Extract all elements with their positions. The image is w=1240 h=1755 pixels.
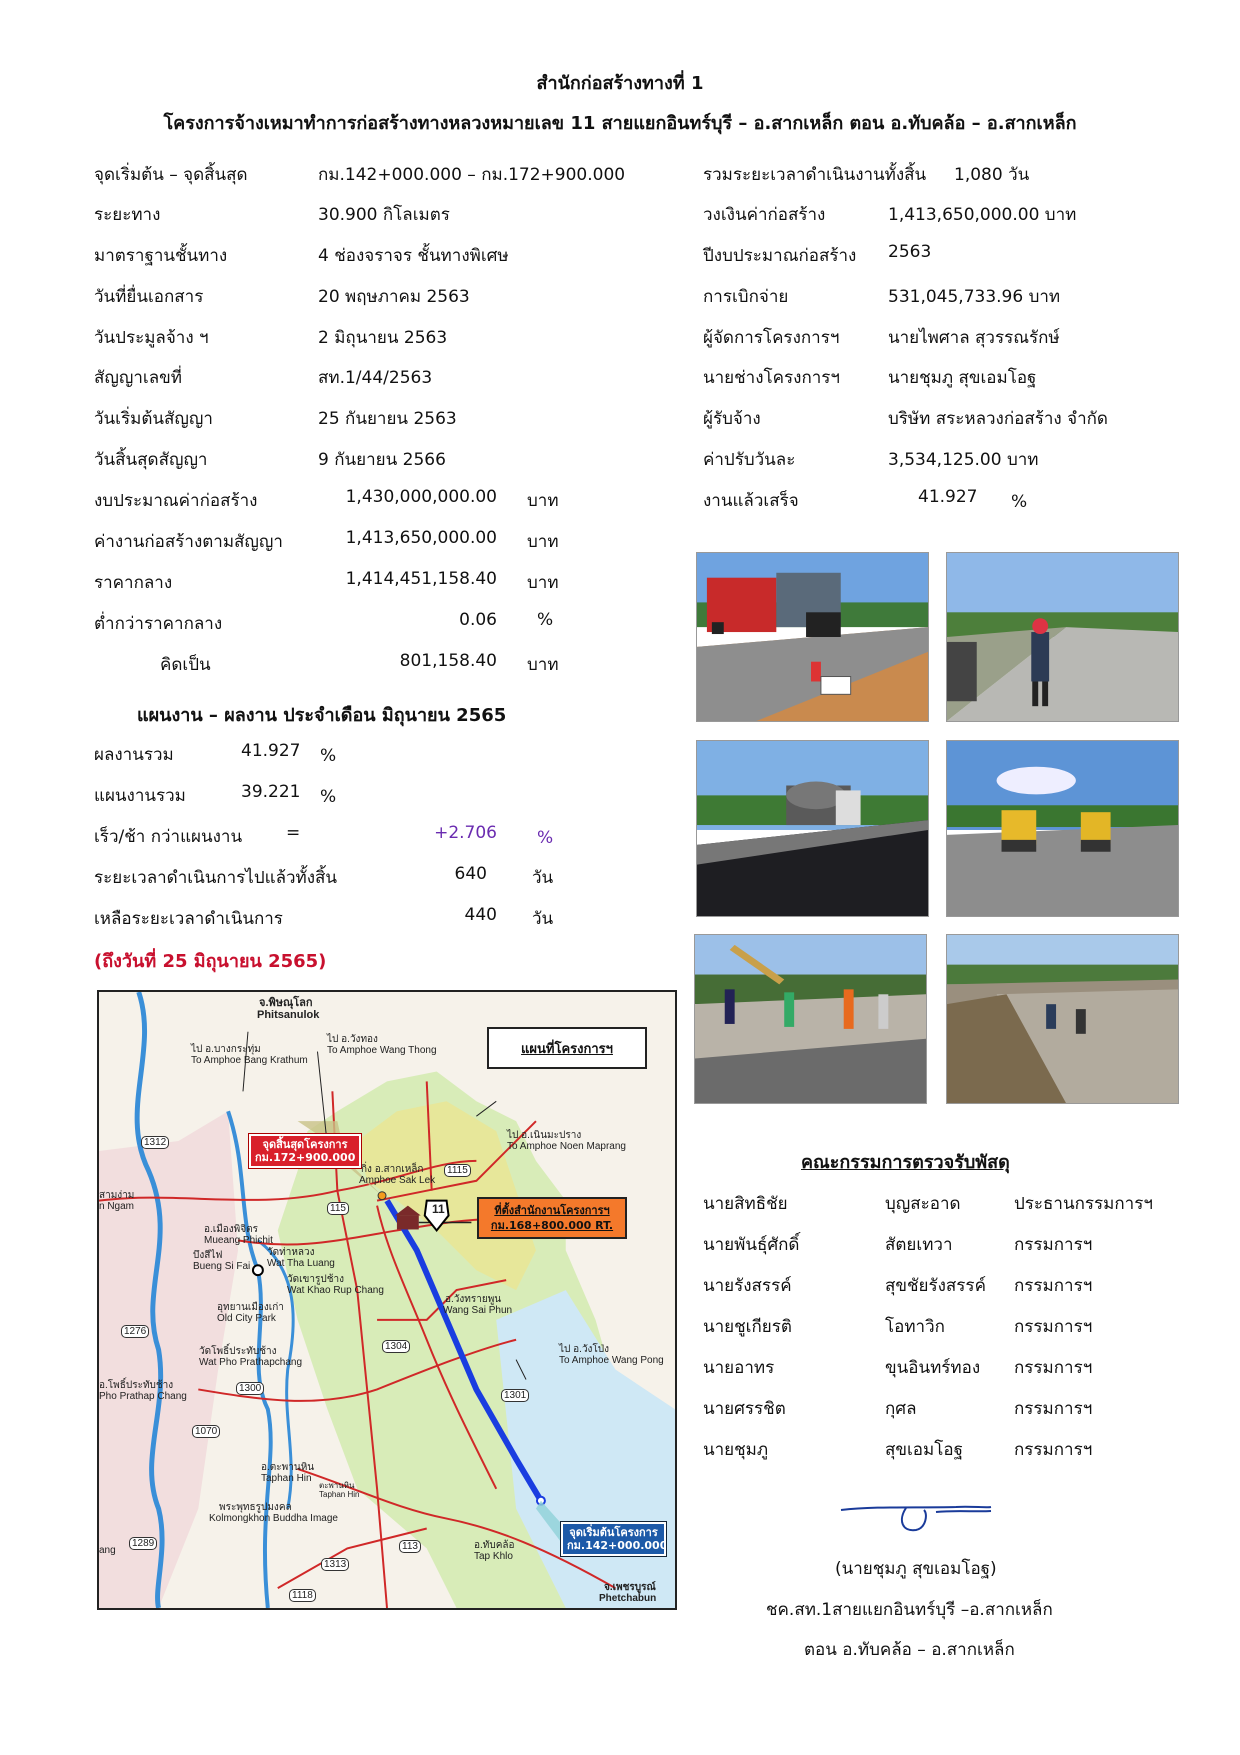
map-label: อ.เมืองพิจิตร xyxy=(204,1224,258,1235)
map-label: To Amphoe Wang Thong xyxy=(327,1045,437,1056)
info-value: นายไพศาล สุวรรณรักษ์ xyxy=(888,328,1060,348)
progress-title: แผนงาน – ผลงาน ประจำเดือน มิถุนายน 2565 xyxy=(137,705,507,726)
elapsed-value: 640 xyxy=(454,864,487,884)
map-office-box xyxy=(477,1197,627,1239)
member-role: กรรมการฯ xyxy=(1014,1358,1093,1378)
member-last-name: สัตยเทวา xyxy=(885,1235,953,1255)
info-label: ระยะทาง xyxy=(94,205,161,225)
member-last-name: บุญสะอาด xyxy=(885,1194,961,1214)
info-label: นายช่างโครงการฯ xyxy=(703,368,840,388)
info-value: 1,080 วัน xyxy=(954,165,1030,185)
route-marker: 1300 xyxy=(236,1382,264,1395)
info-value: 9 กันยายน 2566 xyxy=(318,450,446,470)
map-label: Old City Park xyxy=(217,1313,276,1324)
plan-unit: % xyxy=(320,787,337,807)
map-label: Pho Prathap Chang xyxy=(99,1391,187,1402)
member-last-name: สุขเอมโอฐ xyxy=(885,1440,963,1460)
map-label: Kolmongkhon Buddha Image xyxy=(209,1513,338,1524)
map-label: To Amphoe Bang Krathum xyxy=(191,1055,308,1066)
map-label: ไป อ.เนินมะปราง xyxy=(507,1130,582,1141)
map-label: จ.พิษณุโลก xyxy=(259,997,313,1009)
result-label: ผลงานรวม xyxy=(94,745,174,765)
project-title: โครงการจ้างเหมาทำการก่อสร้างทางหลวงหมายเลข 11 สายแยกอินทร์บุรี – อ.สากเหล็ก ตอน อ.ทับคล้อ – อ.สากเหล็ก xyxy=(163,113,1077,134)
info-label: วันที่ยื่นเอกสาร xyxy=(94,287,204,307)
member-last-name: ขุนอินทร์ทอง xyxy=(885,1358,981,1378)
member-first-name: นายศรรชิต xyxy=(703,1399,786,1419)
map-label: ไป อ.วังทอง xyxy=(327,1034,378,1045)
remain-value: 440 xyxy=(464,905,497,925)
office-box-line1: ที่ตั้งสำนักงานโครงการฯ xyxy=(494,1204,610,1217)
member-first-name: นายชูเกียรติ xyxy=(703,1317,792,1337)
plan-label: แผนงานรวม xyxy=(94,786,186,806)
member-last-name: สุขชัยรังสรรค์ xyxy=(885,1276,986,1296)
info-value: 4 ช่องจราจร ชั้นทางพิเศษ xyxy=(318,246,509,266)
route-marker: 1304 xyxy=(382,1340,410,1353)
member-role: กรรมการฯ xyxy=(1014,1276,1093,1296)
member-role: กรรมการฯ xyxy=(1014,1440,1093,1460)
info-label: วงเงินค่าก่อสร้าง xyxy=(703,205,826,225)
budget-label: ต่ำกว่าราคากลาง xyxy=(94,614,223,634)
map-label: วัดโพธิ์ประทับช้าง xyxy=(199,1346,277,1357)
info-label: วันสิ้นสุดสัญญา xyxy=(94,450,208,470)
info-value: 1,413,650,000.00 บาท xyxy=(888,205,1077,225)
committee-title: คณะกรรมการตรวจรับพัสดุ xyxy=(801,1152,1010,1173)
site-photo-concrete xyxy=(694,934,927,1104)
info-value: 3,534,125.00 บาท xyxy=(888,450,1039,470)
remain-unit: วัน xyxy=(532,909,554,929)
map-label: Wat Pho Prathapchang xyxy=(199,1357,303,1368)
map-label: Mueang Phichit xyxy=(204,1235,273,1246)
as-of-date: (ถึงวันที่ 25 มิถุนายน 2565) xyxy=(94,951,327,972)
member-last-name: กุศล xyxy=(885,1399,917,1419)
map-label: กิ่ง อ.สากเหล็ก xyxy=(361,1164,424,1175)
info-value: 2563 xyxy=(888,242,932,262)
map-label: Bueng Si Fai xyxy=(193,1261,251,1272)
member-last-name: โอทาวิก xyxy=(885,1317,945,1337)
completed-value: 41.927 xyxy=(918,487,978,507)
plan-value: 39.221 xyxy=(241,782,301,802)
budget-unit: บาท xyxy=(527,655,559,675)
budget-value: 0.06 xyxy=(459,610,497,630)
info-label: ค่าปรับวันละ xyxy=(703,450,796,470)
office-box-line2: กม.168+800.000 RT. xyxy=(490,1219,614,1232)
signer-section: ตอน อ.ทับคล้อ – อ.สากเหล็ก xyxy=(804,1640,1015,1660)
start-box-line1: จุดเริ่มต้นโครงการ xyxy=(569,1526,658,1539)
info-value: 20 พฤษภาคม 2563 xyxy=(318,287,470,307)
map-label: จ.เพชรบูรณ์ xyxy=(604,1582,656,1593)
route-marker: 11 xyxy=(432,1202,445,1216)
map-label: Taphan Hin xyxy=(319,1490,360,1499)
member-first-name: นายอาทร xyxy=(703,1358,775,1378)
route-marker: 1301 xyxy=(501,1389,529,1402)
map-label: Taphan Hin xyxy=(261,1473,312,1484)
budget-unit: บาท xyxy=(527,491,559,511)
map-base xyxy=(99,992,675,1608)
signer-name: (นายชุมภู สุขเอมโอฐ) xyxy=(835,1559,997,1579)
budget-value: 1,430,000,000.00 xyxy=(345,487,497,507)
info-label: รวมระยะเวลาดำเนินงานทั้งสิ้น xyxy=(703,165,927,185)
map-label: Wang Sai Phun xyxy=(443,1305,513,1316)
map-label: วัดเขารูปช้าง xyxy=(287,1274,344,1285)
elapsed-label: ระยะเวลาดำเนินการไปแล้วทั้งสิ้น xyxy=(94,868,338,888)
diff-unit: % xyxy=(537,828,554,848)
budget-value: 1,414,451,158.40 xyxy=(345,569,497,589)
route-marker: 115 xyxy=(327,1202,349,1215)
signature-mark xyxy=(836,1500,996,1540)
end-box-line1: จุดสิ้นสุดโครงการ xyxy=(262,1138,348,1151)
elapsed-unit: วัน xyxy=(532,868,554,888)
map-label: สามง่าม xyxy=(99,1190,135,1201)
info-label: วันเริ่มต้นสัญญา xyxy=(94,409,213,429)
route-marker: 1313 xyxy=(321,1558,349,1571)
info-label: การเบิกจ่าย xyxy=(703,287,789,307)
route-marker: 1115 xyxy=(444,1164,471,1177)
diff-label: เร็ว/ช้า กว่าแผนงาน xyxy=(94,827,243,847)
map-label: อ.วังทรายพูน xyxy=(445,1294,502,1305)
route-marker: 1070 xyxy=(192,1425,220,1438)
info-value: สท.1/44/2563 xyxy=(318,368,433,388)
map-label: ang xyxy=(99,1545,116,1556)
diff-eq: = xyxy=(286,823,301,843)
map-label: Tap Khlo xyxy=(474,1551,513,1562)
diff-value: +2.706 xyxy=(434,823,497,843)
info-value: กม.142+000.000 – กม.172+900.000 xyxy=(318,165,626,185)
budget-unit: % xyxy=(537,610,554,630)
map-label: Phitsanulok xyxy=(257,1009,320,1021)
map-label: อ.โพธิ์ประทับช้าง xyxy=(99,1380,174,1391)
map-label: Wat Tha Luang xyxy=(267,1258,335,1269)
map-label: n Ngam xyxy=(99,1201,135,1212)
map-label: ไป อ.บางกระทุ่ม xyxy=(191,1044,261,1055)
completed-unit: % xyxy=(1011,492,1028,512)
budget-value: 801,158.40 xyxy=(399,651,497,671)
member-role: กรรมการฯ xyxy=(1014,1399,1093,1419)
map-start-point-box xyxy=(561,1522,666,1556)
info-value: 2 มิถุนายน 2563 xyxy=(318,328,448,348)
budget-label: ราคากลาง xyxy=(94,573,173,593)
budget-value: 1,413,650,000.00 xyxy=(345,528,497,548)
start-box-line2: กม.142+000.000 xyxy=(567,1539,668,1552)
budget-unit: บาท xyxy=(527,573,559,593)
completed-label: งานแล้วเสร็จ xyxy=(703,491,799,511)
member-first-name: นายชุมภู xyxy=(703,1440,769,1460)
result-value: 41.927 xyxy=(241,741,301,761)
map-label: บึงสีไฟ xyxy=(193,1250,223,1261)
site-photo-surveyor xyxy=(946,552,1179,722)
budget-label: คิดเป็น xyxy=(160,655,211,675)
map-label: อ.ทับคล้อ xyxy=(474,1540,515,1551)
site-photo-rollers xyxy=(946,740,1179,917)
signer-position: ชค.สท.1สายแยกอินทร์บุรี –อ.สากเหล็ก xyxy=(766,1600,1053,1620)
map-label: ตะพานหิน xyxy=(319,1481,355,1490)
site-photo-trucks xyxy=(696,552,929,722)
office-title: สำนักก่อสร้างทางที่ 1 xyxy=(536,73,704,94)
site-photo-asphalt xyxy=(696,740,929,917)
route-marker: 1289 xyxy=(129,1537,157,1550)
map-label: อ.ตะพานหิน xyxy=(261,1462,315,1473)
map-legend: แผนที่โครงการฯ xyxy=(487,1027,647,1069)
map-end-point-box xyxy=(249,1134,361,1168)
member-role: กรรมการฯ xyxy=(1014,1317,1093,1337)
info-label: จุดเริ่มต้น – จุดสิ้นสุด xyxy=(94,165,248,185)
info-value: 30.900 กิโลเมตร xyxy=(318,205,450,225)
member-role: กรรมการฯ xyxy=(1014,1235,1093,1255)
map-label: ไป อ.วังโป่ง xyxy=(559,1344,610,1355)
info-value: นายชุมภู สุขเอมโอฐ xyxy=(888,368,1037,388)
info-label: ปีงบประมาณก่อสร้าง xyxy=(703,246,857,266)
info-label: วันประมูลจ้าง ฯ xyxy=(94,328,209,348)
remain-label: เหลือระยะเวลาดำเนินการ xyxy=(94,909,283,929)
map-label: อุทยานเมืองเก่า xyxy=(217,1302,284,1313)
route-marker: 1312 xyxy=(141,1136,169,1149)
budget-label: ค่างานก่อสร้างตามสัญญา xyxy=(94,532,283,552)
route-marker: 113 xyxy=(399,1540,421,1553)
map-label: To Amphoe Noen Maprang xyxy=(507,1141,626,1152)
site-photo-slope xyxy=(946,934,1179,1104)
end-box-line2: กม.172+900.000 xyxy=(255,1151,356,1164)
route-marker: 1118 xyxy=(289,1589,316,1602)
info-label: มาตราฐานชั้นทาง xyxy=(94,246,228,266)
map-label: To Amphoe Wang Pong xyxy=(559,1355,664,1366)
info-value: บริษัท สระหลวงก่อสร้าง จำกัด xyxy=(888,409,1108,429)
budget-label: งบประมาณค่าก่อสร้าง xyxy=(94,491,258,511)
info-label: ผู้รับจ้าง xyxy=(703,409,761,429)
map-label: วัดท่าหลวง xyxy=(267,1247,315,1258)
member-first-name: นายพันธุ์ศักดิ์ xyxy=(703,1235,800,1255)
budget-unit: บาท xyxy=(527,532,559,552)
route-marker: 1276 xyxy=(121,1325,149,1338)
info-label: ผู้จัดการโครงการฯ xyxy=(703,328,840,348)
info-label: สัญญาเลขที่ xyxy=(94,368,182,388)
member-role: ประธานกรรมการฯ xyxy=(1014,1194,1153,1214)
member-first-name: นายสิทธิชัย xyxy=(703,1194,788,1214)
result-unit: % xyxy=(320,746,337,766)
map-label: Wat Khao Rup Chang xyxy=(287,1285,384,1296)
map-label: Amphoe Sak Lek xyxy=(359,1175,436,1186)
map-label: พระพุทธรูปมงคล xyxy=(219,1502,292,1513)
info-value: 25 กันยายน 2563 xyxy=(318,409,457,429)
info-value: 531,045,733.96 บาท xyxy=(888,287,1061,307)
member-first-name: นายรังสรรค์ xyxy=(703,1276,792,1296)
map-label: Phetchabun xyxy=(599,1593,657,1604)
project-map xyxy=(97,990,677,1610)
